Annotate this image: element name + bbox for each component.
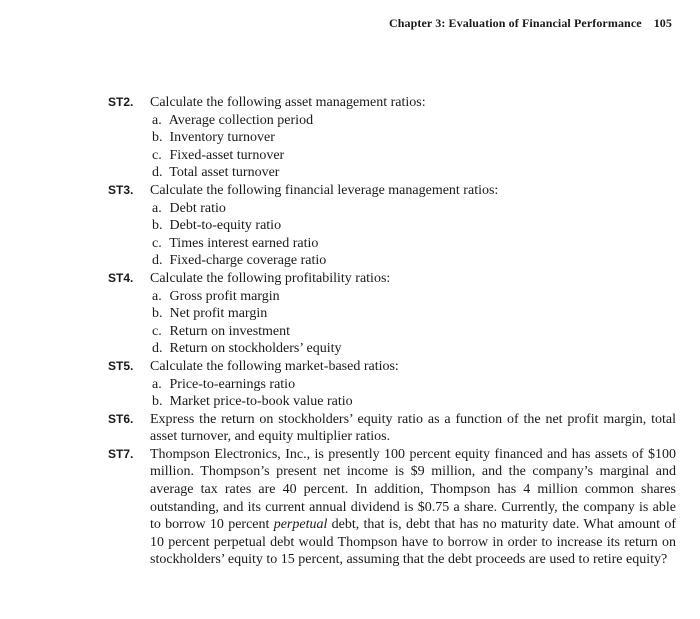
list-item bbox=[150, 340, 676, 358]
problem-st7 bbox=[108, 446, 676, 569]
item-letter: c. bbox=[152, 147, 162, 163]
list-item bbox=[150, 235, 676, 253]
problem-st4 bbox=[108, 270, 676, 358]
list-item bbox=[150, 252, 676, 270]
item-letter: a. bbox=[152, 288, 162, 304]
sub-item-list bbox=[150, 288, 676, 358]
self-test-problems bbox=[108, 94, 676, 569]
item-letter: d. bbox=[152, 253, 163, 269]
item-letter: b. bbox=[152, 306, 163, 322]
problem-label: ST7. bbox=[108, 446, 134, 461]
problem-label: ST5. bbox=[108, 358, 134, 373]
problem-label: ST6. bbox=[108, 411, 134, 426]
emphasized-term: perpetual bbox=[273, 517, 328, 533]
item-letter: b. bbox=[152, 218, 163, 234]
problem-st3 bbox=[108, 182, 676, 270]
item-letter: b. bbox=[152, 394, 163, 410]
item-text: Inventory turnover bbox=[169, 130, 275, 146]
item-text: Times interest earned ratio bbox=[169, 235, 319, 251]
sub-item-list bbox=[150, 200, 676, 270]
item-text: Debt-to-equity ratio bbox=[169, 218, 282, 234]
problem-st6 bbox=[108, 411, 676, 446]
item-text: Total asset turnover bbox=[169, 165, 280, 181]
problem-label: ST4. bbox=[108, 270, 134, 285]
list-item bbox=[150, 164, 676, 182]
item-text: Debt ratio bbox=[169, 200, 226, 216]
item-text: Net profit margin bbox=[169, 306, 268, 322]
problem-text: Calculate the following asset management ratios: bbox=[150, 95, 426, 110]
item-letter: d. bbox=[152, 341, 163, 357]
item-letter: b. bbox=[152, 130, 163, 146]
problem-text: Express the return on stockholders’ equity ratio as a function of the net profit margin, total asset turnover, and equity multiplier ratios. bbox=[150, 411, 676, 445]
item-letter: a. bbox=[152, 200, 162, 216]
problem-text: Calculate the following financial leverage management ratios: bbox=[150, 182, 499, 198]
list-item bbox=[150, 217, 676, 235]
problem-st5 bbox=[108, 358, 676, 411]
item-text: Fixed-asset turnover bbox=[169, 147, 285, 163]
item-letter: c. bbox=[152, 235, 162, 251]
problem-label: ST3. bbox=[108, 182, 134, 197]
item-letter: a. bbox=[152, 376, 162, 392]
list-item bbox=[150, 112, 676, 130]
item-text: Market price-to-book value ratio bbox=[169, 394, 353, 410]
list-item bbox=[150, 200, 676, 218]
item-letter: d. bbox=[152, 165, 163, 181]
problem-text: Calculate the following market-based ratios: bbox=[150, 358, 399, 374]
problem-text bbox=[150, 446, 676, 569]
page-number: 105 bbox=[653, 16, 672, 30]
problem-label: ST2. bbox=[108, 95, 134, 109]
chapter-title: Chapter 3: Evaluation of Financial Performance bbox=[389, 16, 642, 30]
running-header bbox=[389, 16, 672, 31]
item-text: Average collection period bbox=[168, 112, 314, 128]
text-segment: Thompson Electronics, Inc., is presently 100 percent equity financed and has assets of $100 million. Thompson’s present net income is $9 million, and the company’s marginal and average tax rates are 40 percent. In addition, Thompson has 4 million common shares outstanding, and its current annual dividend is $0.75 a share. Currently, the company is able to borrow 10 percent bbox=[150, 446, 676, 533]
item-text: Return on stockholders’ equity bbox=[169, 341, 342, 357]
list-item bbox=[150, 288, 676, 306]
item-text: Fixed-charge coverage ratio bbox=[169, 253, 327, 269]
list-item bbox=[150, 129, 676, 147]
item-text: Return on investment bbox=[169, 323, 291, 339]
problem-st2 bbox=[108, 94, 676, 182]
list-item bbox=[150, 323, 676, 341]
problem-text: Calculate the following profitability ratios: bbox=[150, 270, 391, 286]
list-item bbox=[150, 147, 676, 165]
item-text: Price-to-earnings ratio bbox=[169, 376, 296, 392]
item-text: Gross profit margin bbox=[169, 288, 280, 304]
item-letter: c. bbox=[152, 323, 162, 339]
list-item bbox=[150, 305, 676, 323]
list-item bbox=[150, 376, 676, 394]
sub-item-list bbox=[150, 112, 676, 182]
sub-item-list bbox=[150, 376, 676, 411]
text-segment: debt, that is, debt that has no maturity date. What amount of 10 percent perpetual debt would Thompson have to borrow in order to increase its return on stockholders’ equity to 15 percent, assuming that the debt proceeds are used to retire equity? bbox=[150, 517, 676, 568]
list-item bbox=[150, 393, 676, 411]
item-letter: a. bbox=[152, 112, 162, 128]
